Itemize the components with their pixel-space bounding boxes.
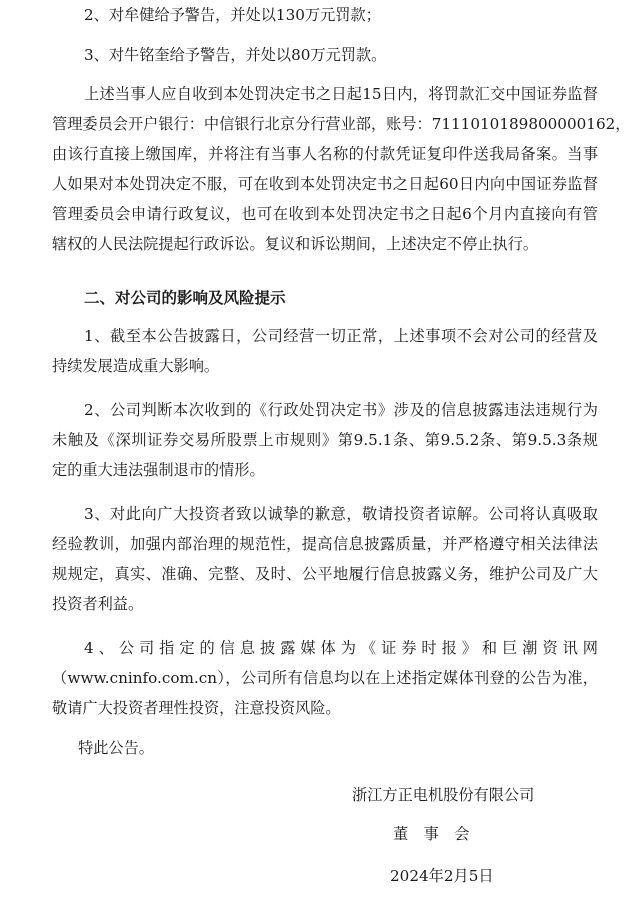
payment-paragraph-line-6: 辖权的人民法院提起行政诉讼。复议和诉讼期间，上述决定不停止执行。 — [52, 235, 538, 253]
impact-item-4-line-2: （www.cninfo.com.cn），公司所有信息均以在上述指定媒体刊登的公告为准， — [52, 669, 598, 687]
impact-item-3-line-3: 规规定，真实、准确、完整、及时、公平地履行信息披露义务，维护公司及广大 — [52, 565, 598, 583]
impact-item-3-line-4: 投资者利益。 — [52, 595, 144, 613]
signature-company: 浙江方正电机股份有限公司 — [352, 786, 535, 804]
impact-item-2-line-1: 2、公司判断本次收到的《行政处罚决定书》涉及的信息披露违法违规行为 — [84, 401, 598, 419]
payment-paragraph-line-1: 上述当事人应自收到本处罚决定书之日起15日内，将罚款汇交中国证券监督 — [84, 85, 598, 103]
signature-date: 2024年2月5日 — [390, 867, 494, 885]
impact-item-4-line-1: 4、公司指定的信息披露媒体为《证券时报》和巨潮资讯网 — [84, 639, 598, 657]
section-heading: 二、对公司的影响及风险提示 — [84, 289, 286, 307]
impact-item-4-line-3: 敬请广大投资者理性投资，注意投资风险。 — [52, 699, 341, 717]
payment-paragraph-line-2: 管理委员会开户银行：中信银行北京分行营业部，账号：7111010189800000162， — [52, 115, 631, 133]
impact-item-2-line-2: 未触及《深圳证券交易所股票上市规则》第9.5.1条、第9.5.2条、第9.5.3条规 — [52, 431, 598, 449]
closing-statement: 特此公告。 — [78, 739, 154, 757]
payment-paragraph-line-4: 人如果对本处罚决定不服，可在收到本处罚决定书之日起60日内向中国证券监督 — [52, 175, 598, 193]
penalty-item-2: 2、对牟健给予警告，并处以130万元罚款； — [84, 6, 381, 24]
impact-item-3-line-2: 经验教训，加强内部治理的规范性，提高信息披露质量，并严格遵守相关法律法 — [52, 535, 598, 553]
signature-board: 董 事 会 — [393, 825, 475, 843]
payment-paragraph-line-3: 由该行直接上缴国库，并将注有当事人名称的付款凭证复印件送我局备案。当事 — [52, 145, 598, 163]
penalty-item-3: 3、对牛铭奎给予警告，并处以80万元罚款。 — [84, 46, 387, 64]
impact-item-1-line-2: 持续发展造成重大影响。 — [52, 357, 220, 375]
payment-paragraph-line-5: 管理委员会申请行政复议，也可在收到本处罚决定书之日起6个月内直接向有管 — [52, 205, 598, 223]
impact-item-1-line-1: 1、截至本公告披露日，公司经营一切正常，上述事项不会对公司的经营及 — [84, 327, 598, 345]
impact-item-3-line-1: 3、对此向广大投资者致以诚挚的歉意，敬请投资者谅解。公司将认真吸取 — [84, 505, 598, 523]
impact-item-2-line-3: 定的重大违法强制退市的情形。 — [52, 461, 265, 479]
